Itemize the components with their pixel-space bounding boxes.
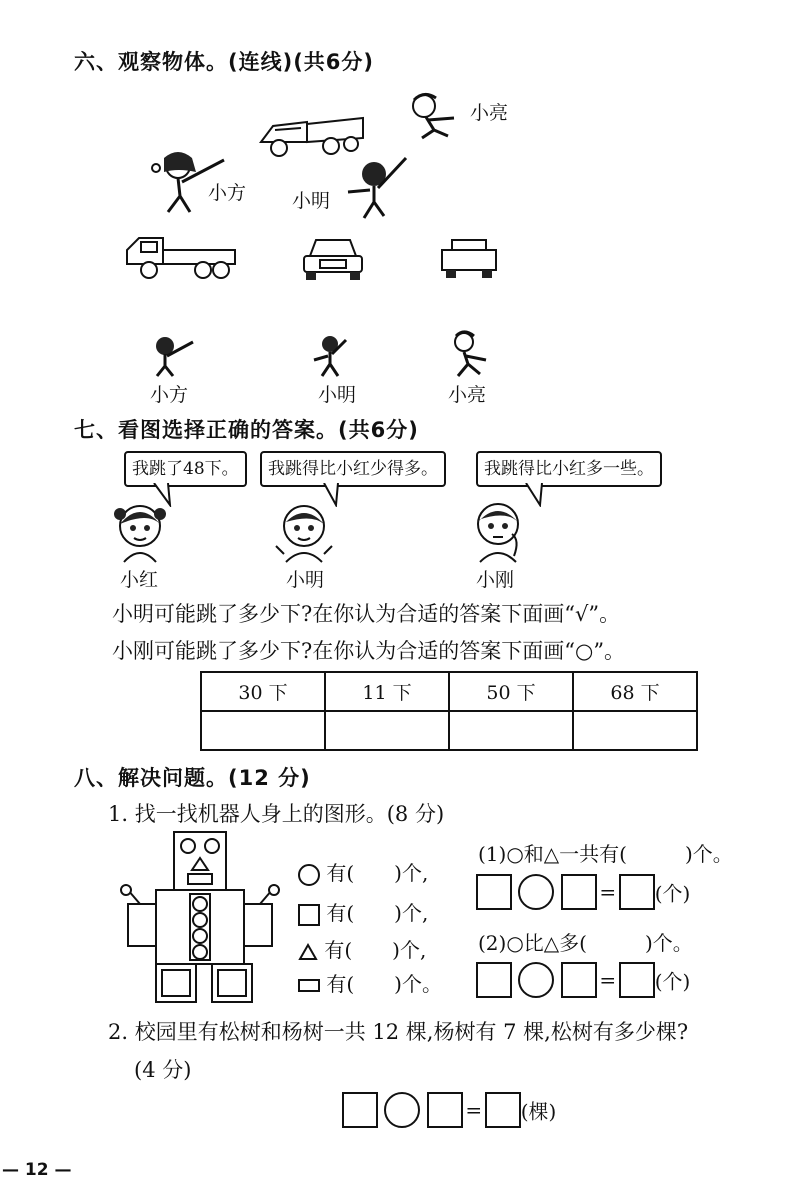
section-6-title: 六、观察物体。(连线)(共6分): [74, 50, 375, 74]
equation-2-box-a[interactable]: [476, 962, 512, 998]
option-50: 50 下: [449, 672, 573, 711]
subquestion-2-text: (2)○比△多(: [478, 931, 587, 955]
count-square-row: [298, 897, 428, 926]
problem-2-points: (4 分): [134, 1058, 192, 1082]
label-xiaoming-top: 小明: [292, 190, 331, 212]
section-7-title: 七、看图选择正确的答案。(共6分): [74, 418, 419, 442]
equation-2: [476, 962, 690, 998]
equation-3-operator[interactable]: [384, 1092, 420, 1128]
answer-cell-68[interactable]: [573, 711, 697, 750]
option-11: 11 下: [325, 672, 449, 711]
equation-1-result[interactable]: [619, 874, 655, 910]
answer-cell-50[interactable]: [449, 711, 573, 750]
unit-ge: (个): [654, 969, 691, 994]
subquestion-1-text: (1)○和△一共有(: [478, 842, 627, 866]
unit-ke: (棵): [520, 1099, 557, 1124]
equation-3-result[interactable]: [485, 1092, 521, 1128]
question-xiaoming: 小明可能跳了多少下?在你认为合适的答案下面画“√”。: [112, 602, 621, 626]
question-xiaogang: 小刚可能跳了多少下?在你认为合适的答案下面画“○”。: [112, 639, 626, 663]
subquestion-1: [478, 838, 733, 867]
label-xiaoliang-top: 小亮: [470, 102, 509, 124]
count-suffix: )个,: [392, 938, 427, 962]
section-8-title: 八、解决问题。(12 分): [74, 766, 311, 790]
equation-3-box-a[interactable]: [342, 1092, 378, 1128]
speech-bubble-xiaogang: 我跳得比小红多一些。: [476, 451, 662, 487]
label-xiaoliang-bottom: 小亮: [448, 384, 487, 406]
equation-2-operator[interactable]: [518, 962, 554, 998]
equation-1: [476, 874, 690, 910]
equals-sign: =: [465, 1098, 483, 1122]
girl-xiaofang-small-figure: [145, 334, 197, 378]
boy-xiaogang-figure: [466, 496, 530, 564]
page-number: — 12 —: [2, 1160, 72, 1180]
label-xiaogang: 小刚: [476, 569, 515, 591]
label-xiaofang-top: 小方: [208, 182, 247, 204]
girl-xiaohong-figure: [108, 498, 172, 564]
robot-illustration: [118, 830, 290, 1006]
count-triangle-row: [298, 934, 426, 963]
count-rectangle-row: [298, 968, 442, 997]
boy-xiaoliang-small-figure: [446, 330, 490, 378]
problem-1-title: 1. 找一找机器人身上的图形。(8 分): [108, 802, 445, 826]
subquestion-2: [478, 927, 693, 956]
count-suffix: )个,: [394, 861, 429, 885]
answer-cell-11[interactable]: [325, 711, 449, 750]
answer-cell-30[interactable]: [201, 711, 325, 750]
speech-bubble-xiaohong: 我跳了48下。: [124, 451, 247, 487]
circle-shape-icon: [298, 864, 320, 886]
equals-sign: =: [599, 968, 617, 992]
subquestion-2-end: )个。: [644, 931, 693, 955]
answer-header-row: [201, 672, 697, 711]
truck-side-view: [123, 232, 239, 282]
count-prefix: 有(: [326, 972, 355, 996]
equation-2-box-b[interactable]: [561, 962, 597, 998]
count-prefix: 有(: [326, 901, 355, 925]
equation-1-box-b[interactable]: [561, 874, 597, 910]
equation-2-result[interactable]: [619, 962, 655, 998]
rectangle-shape-icon: [298, 979, 320, 992]
boy-xiaoming-small-figure: [310, 334, 350, 378]
count-suffix: )个,: [394, 901, 429, 925]
equals-sign: =: [599, 880, 617, 904]
equation-1-operator[interactable]: [518, 874, 554, 910]
unit-ge: (个): [654, 881, 691, 906]
count-circle-row: [298, 857, 428, 886]
label-xiaohong: 小红: [120, 569, 159, 591]
equation-3: [342, 1092, 556, 1128]
subquestion-1-end: )个。: [684, 842, 733, 866]
truck-back-view: [438, 238, 500, 280]
count-prefix: 有(: [324, 938, 353, 962]
label-xiaofang-bottom: 小方: [150, 384, 189, 406]
problem-2-text: 2. 校园里有松树和杨树一共 12 棵,杨树有 7 棵,松树有多少棵?: [108, 1020, 689, 1044]
truck-illustration: [255, 108, 367, 160]
answer-table: [200, 671, 698, 751]
option-30: 30 下: [201, 672, 325, 711]
triangle-shape-icon: [298, 943, 318, 961]
boy-xiaoliang-figure: [404, 90, 464, 142]
equation-1-box-a[interactable]: [476, 874, 512, 910]
label-xiaoming-bottom: 小明: [318, 384, 357, 406]
speech-bubble-xiaoming: 我跳得比小红少得多。: [260, 451, 446, 487]
count-suffix: )个。: [394, 972, 442, 996]
boy-xiaoming-portrait: [272, 498, 336, 564]
answer-mark-row: [201, 711, 697, 750]
truck-front-view: [300, 236, 366, 282]
count-prefix: 有(: [326, 861, 355, 885]
equation-3-box-b[interactable]: [427, 1092, 463, 1128]
option-68: 68 下: [573, 672, 697, 711]
square-shape-icon: [298, 904, 320, 926]
boy-xiaoming-figure: [340, 154, 410, 220]
label-xiaoming: 小明: [286, 569, 325, 591]
